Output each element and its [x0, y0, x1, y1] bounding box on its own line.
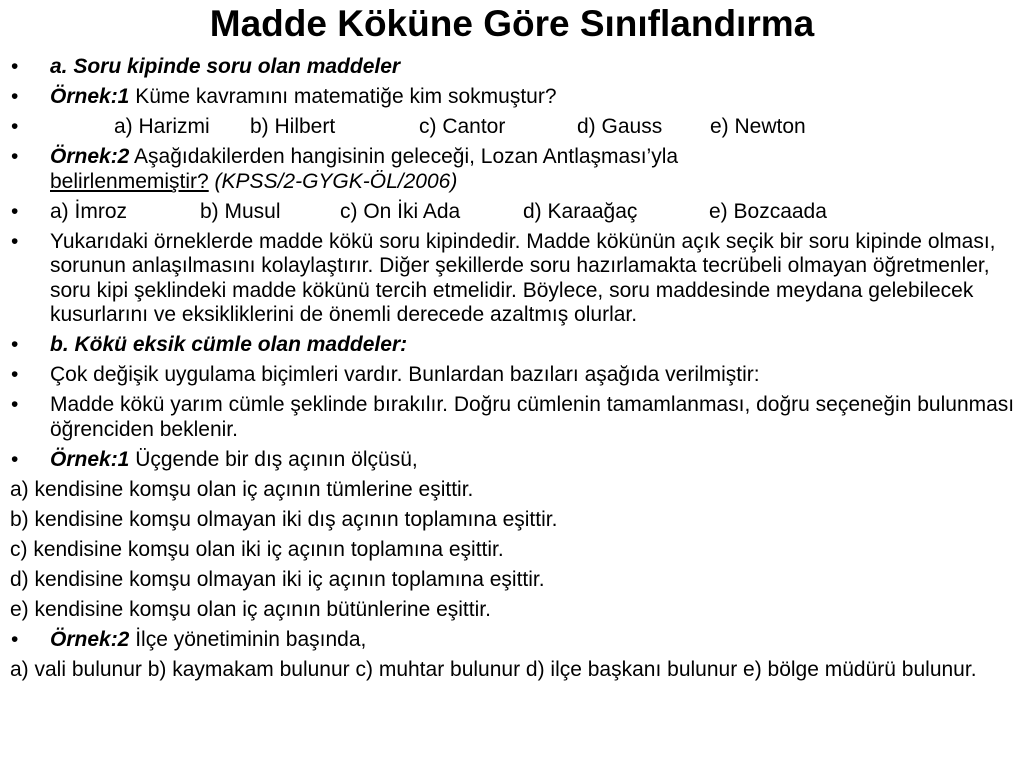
answer-option-e: e) kendisine komşu olan iç açının bütünlerine eşittir. [10, 597, 491, 621]
answer-option-b: b) kendisine komşu olmayan iki dış açının toplamına eşittir. [10, 507, 558, 531]
section-a-heading: a. Soru kipinde soru olan maddeler [50, 55, 401, 78]
bullet-marker: • [11, 55, 19, 78]
bullet-example-2-options [10, 200, 1015, 225]
example-label: Örnek:2 [50, 145, 130, 168]
example-question: Üçgende bir dış açının ölçüsü, [129, 447, 418, 471]
option-c: c) On İki Ada [340, 199, 461, 223]
bullet-marker: • [11, 85, 19, 108]
answer-option-d: d) kendisine komşu olmayan iki iç açının toplamına eşittir. [10, 567, 545, 591]
answer-option-a: a) kendisine komşu olan iç açının tümlerine eşittir. [10, 477, 474, 501]
example-label: Örnek:1 [50, 447, 130, 471]
bullet-marker: • [11, 333, 19, 356]
bullet-marker: • [11, 627, 19, 651]
bullet-example-3 [10, 448, 1015, 473]
bullet-example-1 [10, 85, 1015, 110]
example-question: Aşağıdakilerden hangisinin geleceği, Lozan Antlaşması’yla [129, 145, 679, 168]
example-question: Küme kavramını matematiğe kim sokmuştur? [129, 85, 557, 108]
bullet-a-heading [10, 55, 1015, 80]
bullet-marker: • [11, 393, 19, 416]
option-d: d) Gauss [577, 115, 663, 138]
paragraph-text: Yukarıdaki örneklerde madde kökü soru kipindedir. Madde kökünün açık seçik bir soru kipinde olması, sorunun anlaşılmasını kolaylaştırır. Diğer şekillerde soru hazırlamakta tecrübeli olmayan öğretmenler, soru kipi şeklindeki madde kökünü tercih etmelidir. Böylece, soru maddesinde meydana gelebilecek kusurlarını ve eksikliklerini de önemli derecede azaltmış olurlar. [50, 229, 996, 326]
section-b-heading: b. Kökü eksik cümle olan maddeler: [50, 333, 408, 356]
bullet-marker: • [11, 447, 19, 471]
option-b: b) Hilbert [250, 115, 336, 138]
option-a: a) Harizmi [114, 115, 210, 138]
slide-body [10, 55, 1015, 688]
bullet-marker: • [11, 229, 19, 253]
bullet-example-4 [10, 628, 1015, 653]
option-e: e) Newton [710, 115, 806, 138]
answer-option-c: c) kendisine komşu olan iki iç açının toplamına eşittir. [10, 537, 504, 561]
example-question: İlçe yönetiminin başında, [129, 627, 367, 651]
underlined-keyword: belirlenmemiştir? [50, 169, 209, 193]
question-source: (KPSS/2-GYGK-ÖL/2006) [208, 169, 458, 193]
answer-options-line: a) vali bulunur b) kaymakam bulunur c) muhtar bulunur d) ilçe başkanı bulunur e) bölge müdürü bulunur. [10, 657, 977, 681]
bullet-marker: • [11, 145, 19, 168]
bullet-paragraph-3 [10, 393, 1015, 442]
bullet-marker: • [11, 115, 19, 138]
bullet-example-2 [10, 145, 1015, 194]
bullet-paragraph-1 [10, 230, 1015, 328]
paragraph-text: Madde kökü yarım cümle şeklinde bırakılır. Doğru cümlenin tamamlanması, doğru seçeneğin bulunması öğrenciden beklenir. [50, 393, 1015, 441]
slide-title: Madde Köküne Göre Sınıflandırma [209, 3, 815, 44]
paragraph-text: Çok değişik uygulama biçimleri vardır. Bunlardan bazıları aşağıda verilmiştir: [50, 363, 760, 386]
example-label: Örnek:2 [50, 627, 130, 651]
option-b: b) Musul [200, 199, 281, 223]
bullet-marker: • [11, 199, 19, 223]
bullet-example-1-options [10, 115, 1015, 140]
option-a: a) İmroz [50, 199, 128, 223]
bullet-paragraph-2 [10, 363, 1015, 388]
option-e: e) Bozcaada [709, 199, 827, 223]
option-c: c) Cantor [419, 115, 506, 138]
bullet-b-heading [10, 333, 1015, 358]
bullet-marker: • [11, 363, 19, 386]
option-d: d) Karaağaç [523, 199, 638, 223]
example-label: Örnek:1 [50, 85, 130, 108]
